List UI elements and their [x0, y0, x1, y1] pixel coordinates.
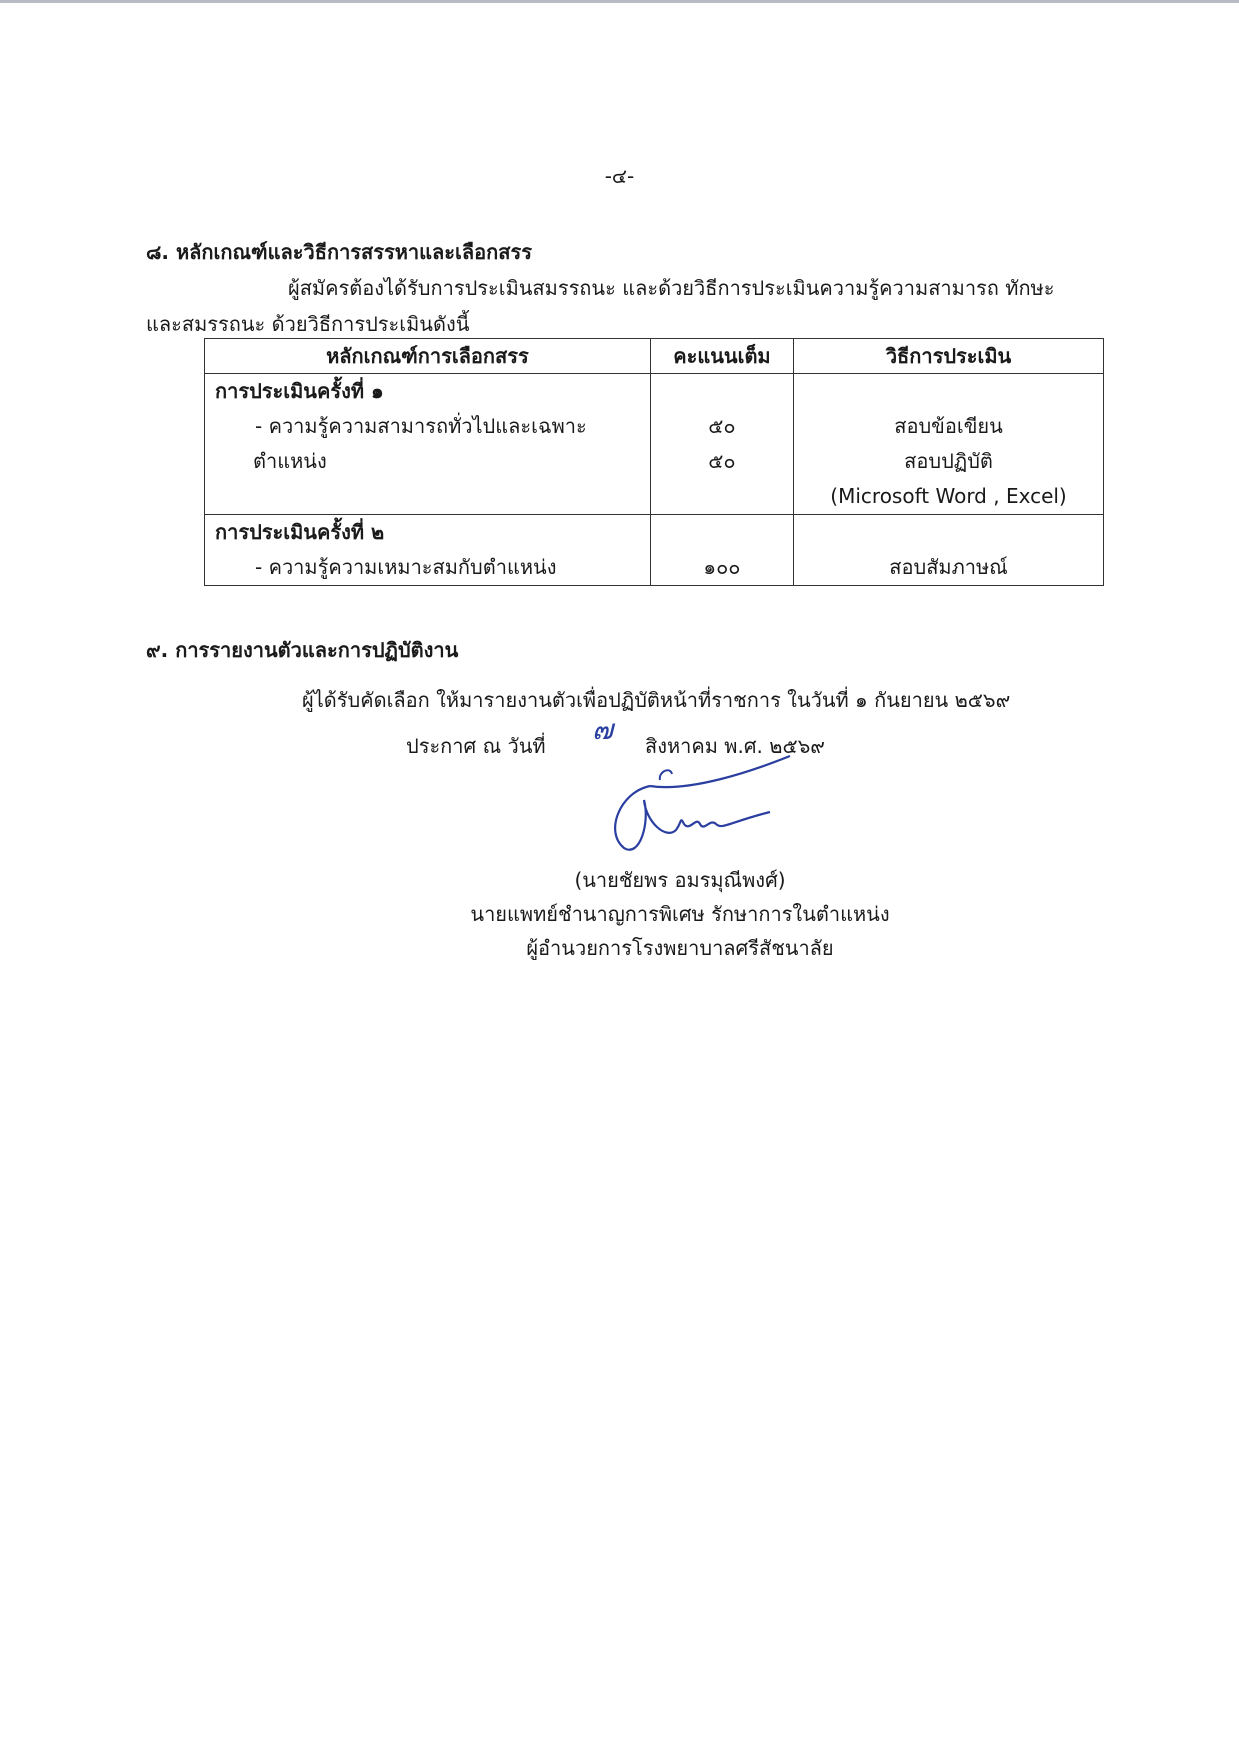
page-number: -๔- — [604, 164, 635, 188]
signature-stroke — [615, 786, 770, 850]
round1-method-cell — [794, 374, 1104, 515]
signatory-position-line1: นายแพทย์ชำนาญการพิเศษ รักษาการในตำแหน่ง — [470, 902, 890, 926]
round2-title: การประเมินครั้งที่ ๒ — [215, 520, 385, 544]
section-8-paragraph-line1: ผู้สมัครต้องได้รับการประเมินสมรรถนะ และด้วยวิธีการประเมินความรู้ความสามารถ ทักษะ — [288, 276, 1055, 300]
round1-method2: สอบปฏิบัติ — [904, 449, 993, 473]
section-8-heading: ๘. หลักเกณฑ์และวิธีการสรรหาและเลือกสรร — [146, 240, 532, 264]
section-8-paragraph-line2: และสมรรถนะ ด้วยวิธีการประเมินดังนี้ — [146, 312, 470, 336]
section-9-heading: ๙. การรายงานตัวและการปฏิบัติงาน — [146, 638, 459, 662]
round2-criteria-cell — [205, 515, 651, 586]
signatory-name: (นายชัยพร อมรมุณีพงศ์) — [574, 868, 786, 892]
table-row-round2 — [205, 515, 1104, 586]
round1-method3: (Microsoft Word , Excel) — [830, 484, 1067, 508]
round1-method1: สอบข้อเขียน — [894, 414, 1003, 438]
announce-prefix: ประกาศ ณ วันที่ — [406, 734, 546, 758]
round2-item-line1: - ความรู้ความเหมาะสมกับตำแหน่ง — [255, 555, 557, 579]
round1-criteria-cell — [205, 374, 651, 515]
handwritten-day: ๗ — [592, 713, 614, 746]
round2-score-cell — [650, 515, 793, 586]
section-9-paragraph: ผู้ได้รับคัดเลือก ให้มารายงานตัวเพื่อปฏิบัติหน้าที่ราชการ ในวันที่ ๑ กันยายน ๒๕๖๙ — [302, 688, 1011, 712]
announce-suffix: สิงหาคม พ.ศ. ๒๕๖๙ — [645, 734, 825, 758]
criteria-table — [204, 338, 1104, 586]
round1-score1: ๕๐ — [708, 414, 736, 438]
round2-method1: สอบสัมภาษณ์ — [889, 555, 1008, 579]
round2-score1: ๑๐๐ — [703, 555, 741, 579]
round1-title: การประเมินครั้งที่ ๑ — [215, 379, 384, 403]
round1-score-cell — [650, 374, 793, 515]
signatory-position-line2: ผู้อำนวยการโรงพยาบาลศรีสัชนาลัย — [526, 936, 834, 960]
round1-item-line1: - ความรู้ความสามารถทั่วไปและเฉพาะ — [255, 414, 587, 438]
column-header-criteria: หลักเกณฑ์การเลือกสรร — [205, 339, 651, 374]
scan-edge — [0, 0, 1239, 3]
column-header-score: คะแนนเต็ม — [650, 339, 793, 374]
column-header-method: วิธีการประเมิน — [794, 339, 1104, 374]
table-row-round1 — [205, 374, 1104, 515]
table-header-row — [205, 339, 1104, 374]
round1-score2: ๕๐ — [708, 449, 736, 473]
round2-method-cell — [794, 515, 1104, 586]
round1-item-line2: ตำแหน่ง — [253, 449, 327, 473]
handwritten-signature — [610, 752, 810, 862]
signature-stroke — [660, 770, 672, 780]
